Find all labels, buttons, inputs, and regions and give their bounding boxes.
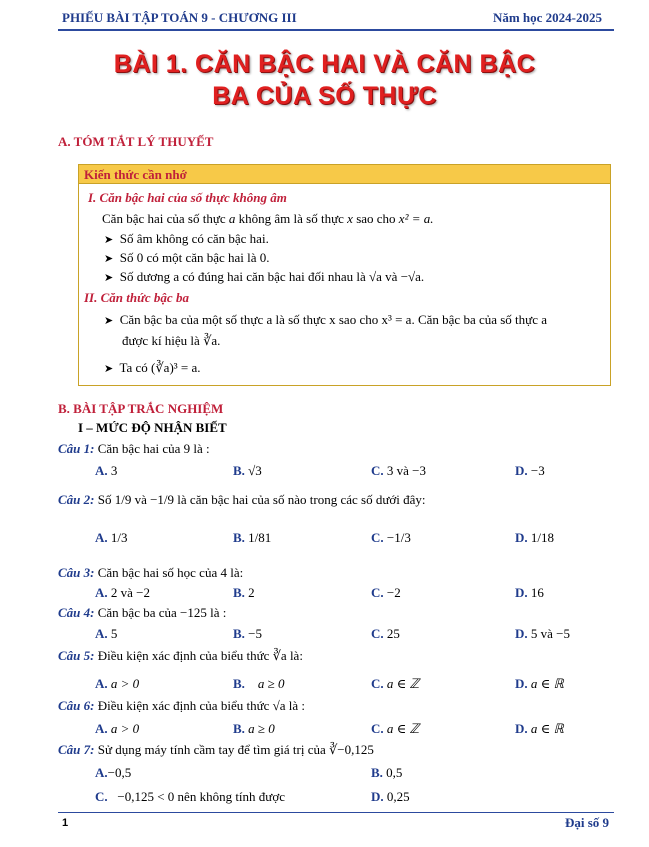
q4-option-b[interactable]: B. −5 (233, 626, 263, 641)
arrow-icon: ➤ (104, 363, 114, 375)
q3-option-d[interactable]: D. 16 (515, 585, 544, 600)
bullet-2: ➤ Số 0 có một căn bậc hai là 0. (104, 250, 270, 265)
q5-option-c[interactable]: C. a ∈ ℤ (371, 676, 420, 691)
question-4: Câu 4: Căn bậc ba của −125 là : (58, 605, 227, 620)
section-a-heading: A. TÓM TẮT LÝ THUYẾT (58, 134, 214, 149)
cube-property: ➤ Ta có (∛a)³ = a. (104, 360, 201, 375)
q5-option-d[interactable]: D. a ∈ ℝ (515, 676, 564, 691)
q7-option-b[interactable]: B. 0,5 (371, 765, 403, 780)
header-right: Năm học 2024-2025 (492, 10, 602, 25)
q1-option-b[interactable]: B. √3 (233, 463, 262, 478)
q1-option-a[interactable]: A. 3 (95, 463, 118, 478)
q7-option-a[interactable]: A.−0,5 (95, 765, 132, 780)
q6-option-a[interactable]: A. a > 0 (95, 721, 140, 736)
section-b-heading: B. BÀI TẬP TRẮC NGHIỆM (58, 401, 224, 416)
question-7: Câu 7: Sử dụng máy tính cầm tay để tìm giá trị của ∛−0,125 (58, 742, 374, 757)
q1-option-d[interactable]: D. −3 (515, 463, 545, 478)
level-1-heading: I – MỨC ĐỘ NHẬN BIẾT (78, 420, 227, 435)
q6-option-b[interactable]: B. a ≥ 0 (233, 721, 275, 736)
header-divider (58, 29, 614, 31)
q6-option-d[interactable]: D. a ∈ ℝ (515, 721, 564, 736)
cube-definition-2: được kí hiệu là ∛a. (122, 333, 221, 348)
bullet-3: ➤ Số dương a có đúng hai căn bậc hai đối nhau là √a và −√a. (104, 269, 425, 284)
q3-option-b[interactable]: B. 2 (233, 585, 255, 600)
knowledge-box-title: Kiến thức cần nhớ (84, 167, 187, 182)
cube-definition: ➤ Căn bậc ba của một số thực a là số thực x sao cho x³ = a. Căn bậc ba của số thực a (104, 312, 548, 327)
q2-option-c[interactable]: C. −1/3 (371, 530, 411, 545)
q2-option-a[interactable]: A. 1/3 (95, 530, 128, 545)
question-1: Câu 1: Căn bậc hai của 9 là : (58, 441, 210, 456)
header-left: PHIẾU BÀI TẬP TOÁN 9 - CHƯƠNG III (62, 10, 297, 25)
q7-option-c[interactable]: C. −0,125 < 0 nên không tính được (95, 789, 285, 804)
page-title-line2: BA CỦA SỐ THỰC (212, 82, 437, 110)
arrow-icon: ➤ (104, 315, 114, 327)
question-3: Câu 3: Căn bậc hai số học của 4 là: (58, 565, 244, 580)
question-2: Câu 2: Số 1/9 và −1/9 là căn bậc hai của số nào trong các số dưới đây: (58, 492, 426, 507)
page-number: 1 (62, 817, 69, 829)
q2-option-d[interactable]: D. 1/18 (515, 530, 555, 545)
arrow-icon: ➤ (104, 272, 114, 284)
q6-option-c[interactable]: C. a ∈ ℤ (371, 721, 420, 736)
q4-option-d[interactable]: D. 5 và −5 (515, 626, 570, 641)
part2-title: II. Căn thức bậc ba (84, 290, 189, 305)
q7-option-d[interactable]: D. 0,25 (371, 789, 410, 804)
question-5: Câu 5: Điều kiện xác định của biểu thức ∛a là: (58, 648, 303, 663)
q4-option-c[interactable]: C. 25 (371, 626, 400, 641)
question-6: Câu 6: Điều kiện xác định của biểu thức √a là : (58, 698, 306, 713)
arrow-icon: ➤ (104, 253, 114, 265)
footer-right: Đại số 9 (564, 815, 609, 830)
q5-option-b[interactable]: B. a ≥ 0 (233, 676, 285, 691)
q2-option-b[interactable]: B. 1/81 (233, 530, 272, 545)
sqrt-definition: Căn bậc hai của số thực a không âm là số thực x sao cho x² = a. (102, 211, 434, 226)
q3-option-a[interactable]: A. 2 và −2 (95, 585, 150, 600)
page-title-line1: BÀI 1. CĂN BẬC HAI VÀ CĂN BẬC (113, 50, 536, 78)
q4-option-a[interactable]: A. 5 (95, 626, 118, 641)
footer-divider (58, 812, 614, 813)
q1-option-c[interactable]: C. 3 và −3 (371, 463, 426, 478)
arrow-icon: ➤ (104, 234, 114, 246)
q5-option-a[interactable]: A. a > 0 (95, 676, 140, 691)
q3-option-c[interactable]: C. −2 (371, 585, 401, 600)
bullet-1: ➤ Số âm không có căn bậc hai. (104, 231, 269, 246)
part1-title: I. Căn bậc hai của số thực không âm (88, 190, 287, 205)
